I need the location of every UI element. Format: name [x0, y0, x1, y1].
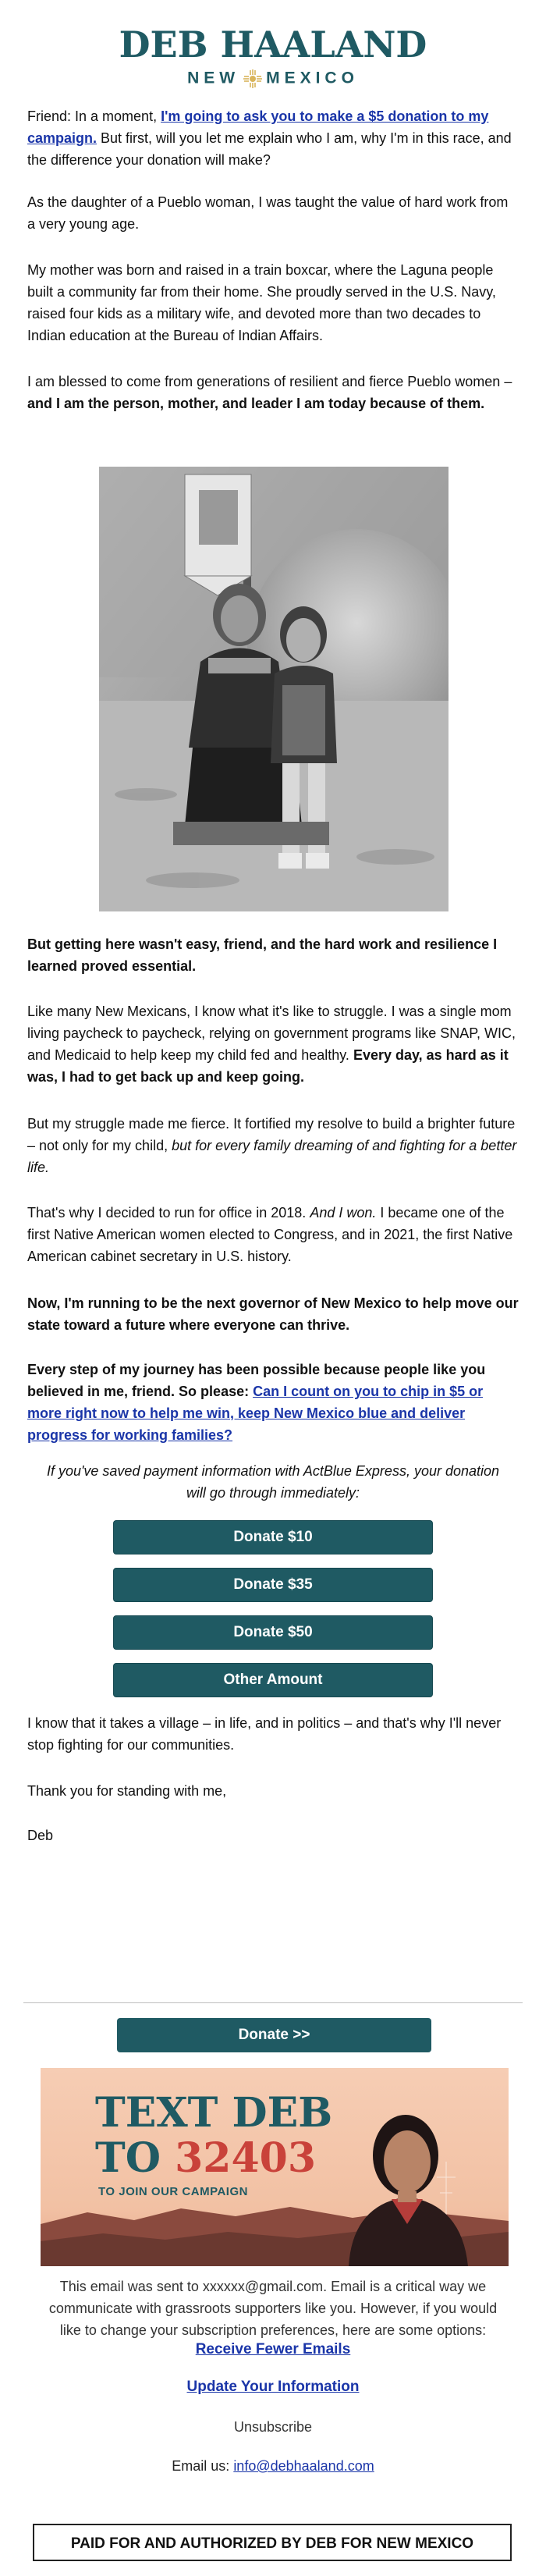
unsubscribe-link[interactable]: Unsubscribe	[233, 2419, 313, 2435]
paid-for-disclaimer: PAID FOR AND AUTHORIZED BY DEB FOR NEW MEXICO	[33, 2524, 512, 2561]
update-info-link	[0, 2379, 546, 2396]
donate-other-button[interactable]: Other Amount	[113, 1663, 433, 1697]
fewer-emails-anchor[interactable]: Receive Fewer Emails	[195, 2341, 351, 2357]
paragraph-village	[27, 1712, 519, 1756]
paragraph-thanks	[27, 1780, 519, 1802]
generations-bold: and I am the person, mother, and leader I am today because of them.	[27, 396, 485, 411]
governor-bold: Now, I'm running to be the next governor of New Mexico to help move our state toward a future where everyone can thrive.	[27, 1295, 519, 1333]
banner-number: 32403	[175, 2134, 317, 2182]
banner-to: TO	[95, 2134, 176, 2182]
logo-name: DEB HAALAND	[119, 23, 427, 66]
signoff	[27, 1825, 519, 1846]
donate-intro-link[interactable]: I'm going to ask you to make a $5 donation to my campaign.	[27, 108, 489, 146]
update-info-anchor[interactable]: Update Your Information	[186, 2379, 360, 2395]
village-text: I know that it takes a village – in life, and in politics – and that's why I'll never stop fighting for our communities.	[27, 1715, 502, 1753]
office-italic: And I won.	[310, 1205, 377, 1220]
fierce-text: But my struggle made me fierce. It fortified my resolve to build a brighter future – not only for my child,	[27, 1116, 516, 1153]
donate-main-button[interactable]: Donate >>	[117, 2018, 431, 2052]
paragraph-not-easy	[27, 933, 519, 977]
email-label: Email us:	[172, 2458, 234, 2474]
divider	[23, 2002, 523, 2003]
pueblo-text: As the daughter of a Pueblo woman, I was taught the value of hard work from a very young age.	[27, 194, 509, 232]
zia-sun-icon	[243, 69, 263, 89]
logo-sub-right: MEXICO	[266, 69, 359, 87]
paragraph-struggle	[27, 1000, 519, 1088]
ask-bold: Every step of my journey has been possible because people like you believed in me, friend. So please:	[27, 1362, 486, 1399]
office-text-1: That's why I decided to run for office in 2018.	[27, 1205, 310, 1220]
signoff-text: Deb	[27, 1828, 54, 1843]
paragraph-ask	[27, 1359, 519, 1446]
family-photo	[99, 467, 448, 911]
struggle-bold: Every day, as hard as it was, I had to get back up and keep going.	[27, 1047, 509, 1085]
email-link[interactable]: info@debhaaland.com	[233, 2458, 374, 2474]
paragraph-run-for-office	[27, 1202, 519, 1267]
paragraph-fierce	[27, 1113, 519, 1178]
paragraph-governor	[27, 1292, 519, 1336]
paragraph-mother	[27, 259, 519, 346]
office-text-2: I became one of the first Native American women elected to Congress, and in 2021, the first Native American cabinet secretary in U.S. history.	[27, 1205, 513, 1264]
footer-notice: This email was sent to xxxxxx@gmail.com. Email is a critical way we communicate with grassroots supporters like you. However, if you would like to change your subscription preferences, here are some options:	[48, 2279, 498, 2338]
receive-fewer-emails-link	[0, 2341, 546, 2358]
express-note	[27, 1460, 519, 1504]
struggle-text: Like many New Mexicans, I know what it's like to struggle. I was a single mom living paycheck to paycheck, relying on government programs like SNAP, WIC, and Medicaid to help keep my child fed and healthy.	[27, 1004, 516, 1063]
banner-line3: TO JOIN OUR CAMPAIGN	[98, 2185, 248, 2198]
mother-text: My mother was born and raised in a train boxcar, where the Laguna people built a community far from their home. She proudly served in the U.S. Navy, raised four kids as a military wife, and devoted more than two decades to Indian education at the Bureau of Indian Affairs.	[27, 262, 496, 343]
banner-line1: TEXT DEB	[95, 2089, 333, 2137]
not-easy-bold: But getting here wasn't easy, friend, and the hard work and resilience I learned proved essential.	[27, 936, 498, 974]
thanks-text: Thank you for standing with me,	[27, 1783, 227, 1799]
email-header	[0, 0, 546, 92]
paragraph-intro	[27, 105, 519, 171]
intro-text: Friend: In a moment,	[27, 108, 161, 124]
fierce-italic: but for every family dreaming of and fighting for a better life.	[27, 1138, 517, 1175]
banner-line2	[95, 2134, 317, 2182]
intro-text-suffix: But first, will you let me explain who I am, why I'm in this race, and the difference your donation will make?	[27, 130, 512, 168]
donate-35-button[interactable]: Donate $35	[113, 1568, 433, 1602]
logo-sub-left: NEW	[187, 69, 240, 87]
donate-10-button[interactable]: Donate $10	[113, 1520, 433, 1554]
text-banner[interactable]	[41, 2068, 509, 2266]
family-photo-illustration	[99, 467, 448, 911]
express-note-text: If you've saved payment information with ActBlue Express, your donation will go through immediately:	[46, 1463, 500, 1501]
email-us	[43, 2455, 503, 2477]
logo-subtitle	[0, 69, 546, 89]
donate-50-button[interactable]: Donate $50	[113, 1615, 433, 1650]
paragraph-generations	[27, 371, 519, 414]
donate-ask-link[interactable]: Can I count on you to chip in $5 or more right now to help me win, keep New Mexico blue and deliver progress for working families?	[27, 1384, 484, 1443]
paragraph-pueblo	[27, 191, 519, 235]
generations-text: I am blessed to come from generations of resilient and fierce Pueblo women –	[27, 374, 512, 389]
